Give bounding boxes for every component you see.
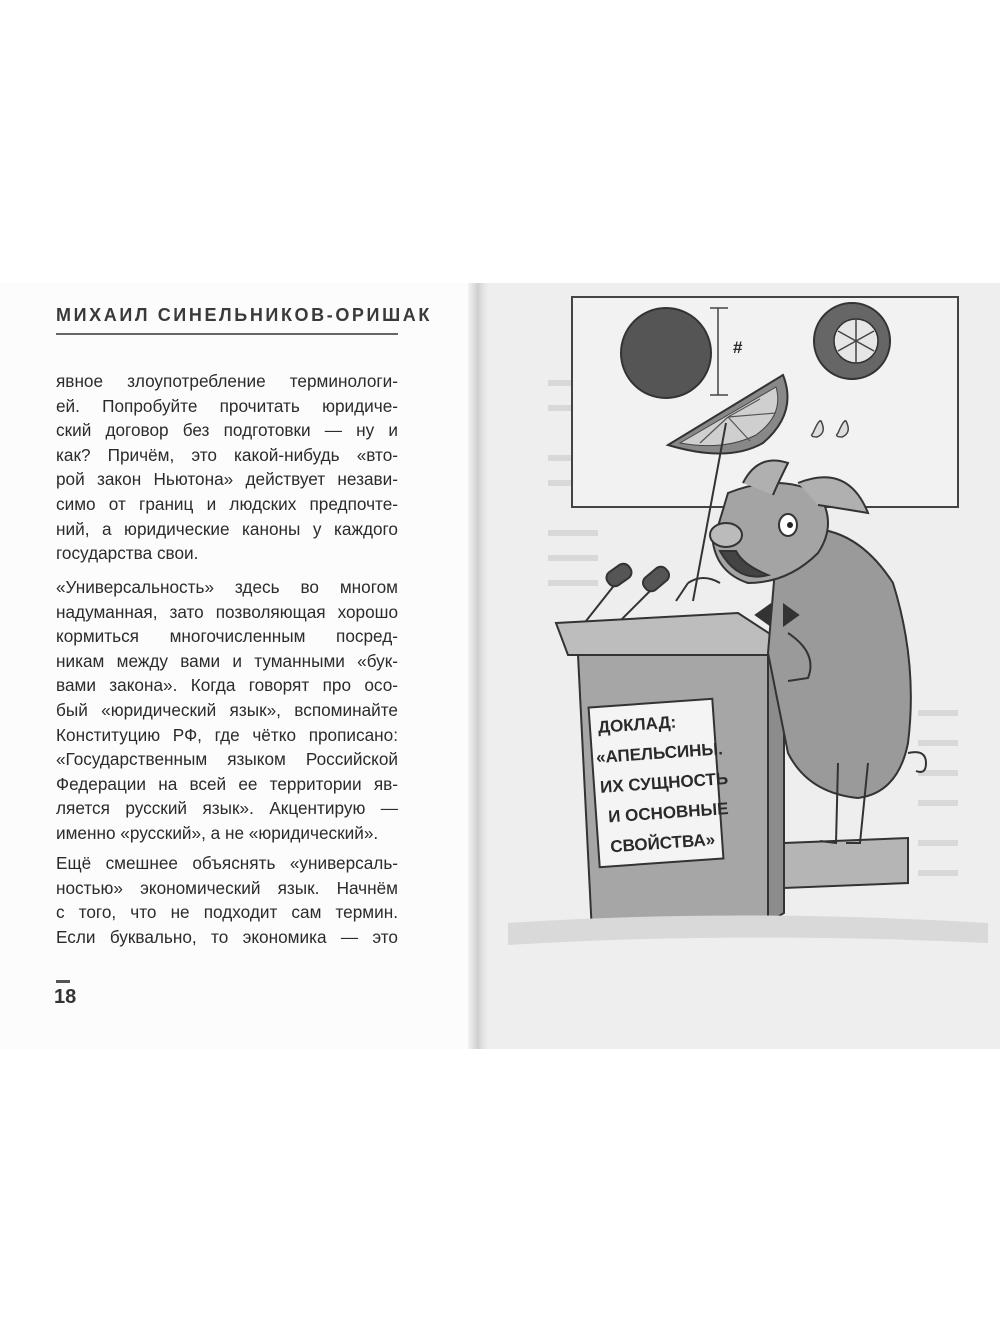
folio-rule <box>56 980 70 983</box>
text-line: Конституцию РФ, где чётко прописано: <box>56 724 398 745</box>
paragraph-3 <box>56 851 398 949</box>
book-spread <box>0 283 1000 1049</box>
text-line: именно «русский», а не «юридический». <box>56 822 379 843</box>
sign-line-1: ДОКЛАД: <box>597 712 677 737</box>
platform-step <box>784 838 908 888</box>
text-line: ностью» экономический язык. Начнём <box>56 877 398 898</box>
left-page <box>0 283 472 1049</box>
poster-mark: # <box>733 338 743 357</box>
text-line: Если буквально, то экономика — это <box>56 926 398 947</box>
floor-shading <box>508 916 988 946</box>
text-line: «Государственным языком Российской <box>56 749 398 770</box>
book-gutter <box>468 283 490 1049</box>
text-line: ей. Попробуйте прочитать юридиче- <box>56 395 398 416</box>
paragraph-2 <box>56 575 398 846</box>
text-line: явное злоупотребление терминологи- <box>56 371 398 391</box>
sign-line-2: «АПЕЛЬСИНЫ. <box>595 739 724 768</box>
text-line: никам между вами и туманными «бук- <box>56 650 398 671</box>
text-line: кормиться многочисленным посред- <box>56 626 398 647</box>
sign-line-4: И ОСНОВНЫЕ <box>607 799 730 827</box>
text-line: с того, что не подходит сам термин. <box>56 902 398 923</box>
text-line: «Универсальность» здесь во многом <box>56 577 398 597</box>
text-line: ний, а юридические каноны у каждого <box>56 518 398 539</box>
microphones <box>586 561 688 623</box>
text-line: государства свои. <box>56 543 199 564</box>
text-line: ский договор без подготовки — ну и <box>56 420 398 441</box>
orange-cut <box>814 303 890 379</box>
right-page <box>488 283 1000 1049</box>
text-line: Ещё смешнее объяснять «универсаль- <box>56 853 398 873</box>
text-line: ляется русский язык». Акцентирую — <box>56 798 398 819</box>
pig-snout <box>710 523 742 547</box>
running-head-rule <box>56 333 398 335</box>
text-line: как? Причём, это какой-нибудь «вто- <box>56 444 398 465</box>
text-line: надуманная, зато позволяющая хорошо <box>56 601 398 622</box>
text-line: Федерации на всей ее территории яв- <box>56 773 398 794</box>
pig-lecture-illustration <box>488 283 1000 1049</box>
sign-line-5: СВОЙСТВА» <box>609 830 716 857</box>
text-line: рой закон Ньютона» действует незави- <box>56 469 398 490</box>
page-number: 18 <box>54 986 77 1008</box>
paragraph-1 <box>56 369 398 566</box>
sign-line-3: ИХ СУЩНОСТЬ <box>599 768 729 797</box>
report-sign <box>589 699 733 867</box>
running-head: МИХАИЛ СИНЕЛЬНИКОВ-ОРИШАК <box>56 305 432 325</box>
text-line: вами закона». Когда говорят про осо- <box>56 675 398 696</box>
text-line: бый «юридический язык», вспоминайте <box>56 699 398 720</box>
text-line: симо от границ и людских предпочте- <box>56 493 398 514</box>
